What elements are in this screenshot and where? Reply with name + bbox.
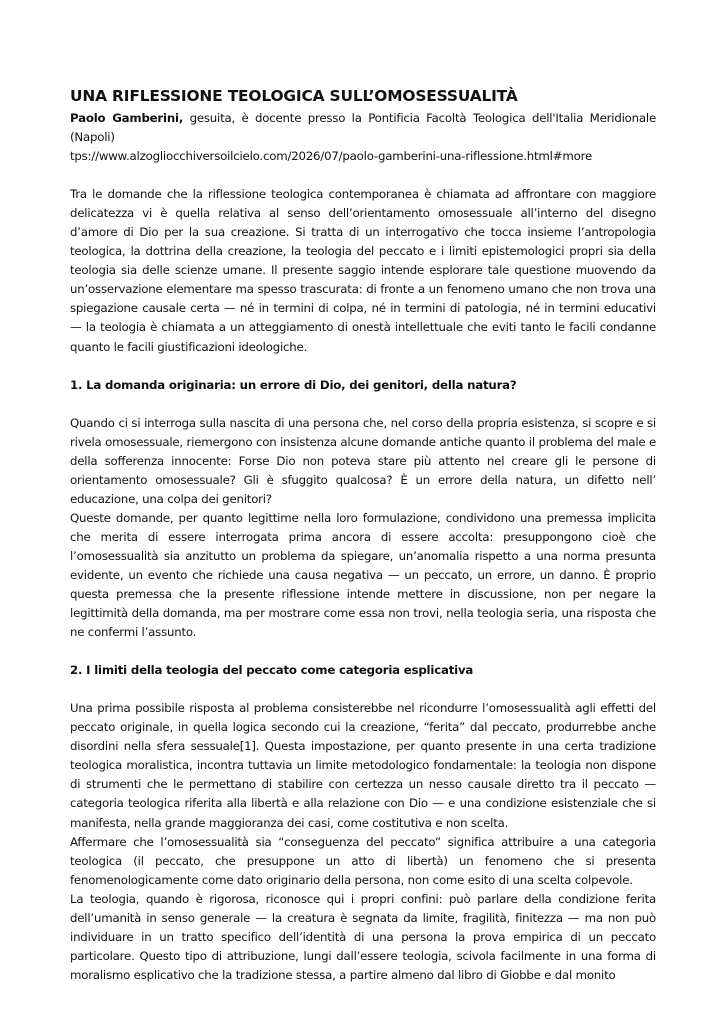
section-1-heading: 1. La domanda originaria: un errore di Dio, dei genitori, della natura?	[70, 377, 517, 392]
section-2-paragraph-1: Una prima possibile risposta al problema consisterebbe nel ricondurre l’omosessualità agli effetti del peccato originale, in quella logica secondo cui la creazione, “ferita” dal peccato, produrrebbe anche disordini nella sfera sessuale[1]. Questa impostazione, per quanto presente in una certa tradizione teologica moralistica, incontra tuttavia un limite metodologico fondamentale: la teologia non dispone di strumenti che le permettano di stabilire con certezza un nesso causale diretto tra il peccato — categoria teologica riferita alla libertà e alla relazione con Dio — e una condizione esistenziale che si manifesta, nella grande maggioranza dei casi, come costitutiva e non scelta.	[70, 701, 656, 830]
spacer	[70, 680, 656, 699]
section-2-heading: 2. I limiti della teologia del peccato come categoria esplicativa	[70, 663, 474, 678]
section-1-paragraph-1: Quando ci si interroga sulla nascita di una persona che, nel corso della propria esistenza, si scopre e si rivela omosessuale, riemergono con insistenza alcune domande antiche quanto il problema del male e della sofferenza innocente: Forse Dio non poteva stare più attento nel creare gli le persone di orientamento omosessuale? Gli è sfuggito qualcosa? È un errore della natura, un difetto nell’ educazione, una colpa dei genitori?	[70, 415, 657, 506]
section-2-paragraph-3: La teologia, quando è rigorosa, riconosce qui i propri confini: può parlare della condizione ferita dell’umanità in senso generale — la creatura è segnata da limite, fragilità, finitezza — ma non può individuare in un tratto specifico dell’identità di una persona la prova empirica di un peccato particolare. Questo tipo di attribuzione, lungi dall’essere teologia, scivola facilmente in una forma di moralismo esplicativo che la tradizione stessa, a partire almeno dal libro di Giobbe e dal monito	[70, 891, 656, 982]
spacer	[70, 166, 656, 185]
intro-paragraph: Tra le domande che la riflessione teologica contemporanea è chiamata ad affrontare con maggiore delicatezza vi è quella relativa al senso dell’orientamento omosessuale all’interno del disegno d’amore di Dio per la sua creazione. Si tratta di un interrogativo che tocca insieme l’antropologia teologica, la dottrina della creazione, la teologia del peccato e i limiti epistemologici propri sia della teologia sia delle scienze umane. Il presente saggio intende esplorare tale questione muovendo da un’osservazione elementare ma spesso trascurata: di fronte a un fenomeno umano che non trova una spiegazione causale certa — né in termini di colpa, né in termini di patologia, né in termini educativi — la teologia è chiamata a un atteggiamento di onestà intellettuale che eviti tanto le facili condanne quanto le facili giustificazioni ideologiche.	[70, 187, 656, 354]
author-description: gesuita, è docente presso la Pontificia Facoltà Teologica dell'Italia Meridionale (Napoli)	[70, 111, 656, 145]
section-1-paragraph-2: Queste domande, per quanto legittime nella loro formulazione, condividono una premessa implicita che merita di essere interrogata prima ancora di essere accolta: presuppongono cioè che l’omosessualità sia anzitutto un problema da spiegare, un’anomalia rispetto a una norma presunta evidente, un evento che richiede una causa negativa — un peccato, un errore, un danno. È proprio questa premessa che la presente riflessione intende mettere in discussione, non per negare la legittimità della domanda, ma per mostrare come essa non trovi, nella teologia seria, una risposta che ne confermi l’assunto.	[70, 510, 656, 640]
section-2-paragraph-2: Affermare che l’omosessualità sia “conseguenza del peccato” significa attribuire a una categoria teologica (il peccato, che presuppone un atto di libertà) un fenomeno che si presenta fenomenologicamente come dato originario della persona, non come esito di una scelta colpevole.	[70, 834, 656, 887]
author-name: Paolo Gamberini,	[70, 111, 184, 125]
document-title: UNA RIFLESSIONE TEOLOGICA SULL’OMOSESSUALITÀ	[70, 87, 518, 105]
source-url: tps://www.alzogliocchiversoilcielo.com/2026/07/paolo-gamberini-una-riflessione.html#more	[70, 149, 593, 164]
document-body	[70, 86, 656, 985]
author-byline	[70, 109, 656, 147]
spacer	[70, 642, 656, 661]
spacer	[70, 357, 656, 376]
spacer	[70, 395, 656, 414]
